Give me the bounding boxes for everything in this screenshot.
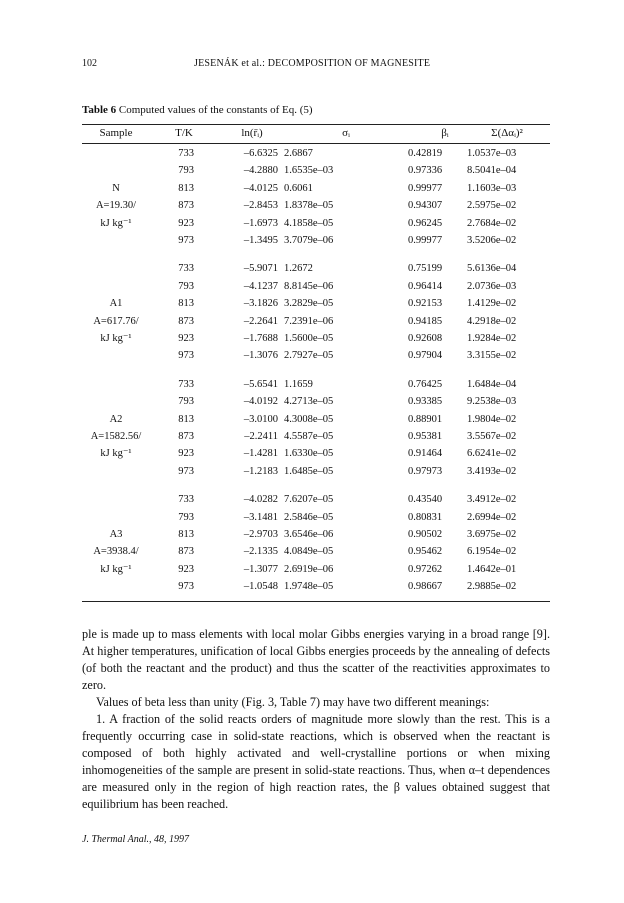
table-cell: 733 xyxy=(178,148,194,159)
table-cell: 0.99977 xyxy=(408,235,443,246)
table-cell: 8.5041e–04 xyxy=(467,165,517,177)
table-cell: 873 xyxy=(178,315,194,327)
table-cell: 1.4642e–01 xyxy=(467,563,517,575)
table-cell: –1.7688 xyxy=(243,333,278,344)
table-cell: 973 xyxy=(178,465,194,477)
table-cell: 0.97973 xyxy=(408,465,443,477)
table-label: Table 6 xyxy=(82,104,117,116)
table-cell: 1.9284e–02 xyxy=(467,333,517,344)
table-cell: 0.97336 xyxy=(408,165,443,177)
table-cell: 0.92153 xyxy=(408,298,443,310)
table-cell: 3.5206e–02 xyxy=(467,235,517,246)
table-cell: 8.8145e–06 xyxy=(284,280,334,292)
table-cell: 2.0736e–03 xyxy=(467,280,517,292)
table-cell: 1.9748e–05 xyxy=(284,581,334,593)
table-cell: 0.97262 xyxy=(408,563,443,575)
body-text xyxy=(82,626,550,813)
table-cell: 973 xyxy=(178,581,194,593)
table-cell: 0.95462 xyxy=(408,546,443,558)
table-cell: –2.2411 xyxy=(244,431,278,442)
table-cell: 1.9804e–02 xyxy=(467,413,517,425)
table-cell: 3.6546e–06 xyxy=(284,529,334,540)
table-header xyxy=(82,127,550,141)
column-header: Σ(Δαᵢ)² xyxy=(491,127,523,139)
sample-label: A=617.76/ xyxy=(93,315,139,327)
page-number: 102 xyxy=(82,58,97,69)
table-cell: 0.6061 xyxy=(284,182,313,194)
table-cell: 1.6484e–04 xyxy=(467,378,517,390)
sample-label: A2 xyxy=(109,413,123,425)
table-cell: 2.6867 xyxy=(284,148,313,159)
table-cell: –4.0282 xyxy=(243,494,278,506)
table-cell: 0.96245 xyxy=(408,217,443,229)
table-cell: 2.6994e–02 xyxy=(467,511,517,523)
table-cell: 3.6975e–02 xyxy=(467,529,517,540)
table-cell: 923 xyxy=(178,333,194,344)
table-cell: 813 xyxy=(178,182,194,194)
table-cell: 813 xyxy=(178,529,194,540)
table-cell: 1.8378e–05 xyxy=(284,200,334,212)
table-cell: 813 xyxy=(178,298,194,310)
table-cell: 733 xyxy=(178,494,194,506)
table-cell: 3.3155e–02 xyxy=(467,350,517,362)
journal-footer: J. Thermal Anal., 48, 1997 xyxy=(82,834,190,845)
table-cell: 0.99977 xyxy=(408,182,443,194)
table-cell: 0.92608 xyxy=(408,333,443,344)
table-cell: 0.91464 xyxy=(408,448,443,460)
column-header: βᵢ xyxy=(441,127,449,139)
sample-label: A=1582.56/ xyxy=(90,431,142,442)
table-cell: 3.7079e–06 xyxy=(284,235,334,246)
table-cell: 0.88901 xyxy=(408,413,443,425)
table-cell: 0.93385 xyxy=(408,396,443,408)
table-cell: 7.2391e–06 xyxy=(284,315,334,327)
table-cell: 6.6241e–02 xyxy=(467,448,517,460)
table-cell: 1.1659 xyxy=(284,378,313,390)
table-cell: –4.0192 xyxy=(243,396,278,408)
table-cell: 1.6485e–05 xyxy=(284,465,334,477)
table-cell: 0.90502 xyxy=(408,529,443,540)
running-title: JESENÁK et al.: DECOMPOSITION OF MAGNESITE xyxy=(194,58,431,69)
table-cell: 0.75199 xyxy=(408,263,443,275)
table-cell: 733 xyxy=(178,263,194,275)
table-cell: –3.1481 xyxy=(243,511,278,523)
table-cell: 0.98667 xyxy=(408,581,443,593)
table-cell: –5.9071 xyxy=(243,263,278,275)
table-cell: 923 xyxy=(178,563,194,575)
table-cell: 973 xyxy=(178,235,194,246)
table-cell: 793 xyxy=(178,165,194,177)
table-cell: 2.7684e–02 xyxy=(467,217,517,229)
table-cell: 4.3008e–05 xyxy=(284,413,334,425)
table-cell: 1.1603e–03 xyxy=(467,182,517,194)
table-cell: 0.80831 xyxy=(408,511,443,523)
table-top-rule xyxy=(82,124,550,125)
table-cell: –5.6541 xyxy=(243,378,278,390)
table-cell: –2.2641 xyxy=(243,315,278,327)
table-cell: –1.0548 xyxy=(243,581,278,593)
table-cell: 1.4129e–02 xyxy=(467,298,517,310)
table-cell: 1.0537e–03 xyxy=(467,148,517,159)
table-cell: 793 xyxy=(178,280,194,292)
table-cell: 733 xyxy=(178,378,194,390)
table-cell: –1.6973 xyxy=(243,217,278,229)
table-cell: 923 xyxy=(178,217,194,229)
table-cell: 3.2829e–05 xyxy=(284,298,334,310)
table-cell: –4.1237 xyxy=(243,280,278,292)
table-cell: 2.9885e–02 xyxy=(467,581,517,593)
table-cell: 0.95381 xyxy=(408,431,443,442)
table-cell: 873 xyxy=(178,200,194,212)
table-cell: –1.4281 xyxy=(243,448,278,460)
table-cell: –1.2183 xyxy=(243,465,278,477)
table-cell: –1.3076 xyxy=(243,350,278,362)
table-cell: 0.94185 xyxy=(408,315,443,327)
table-cell: 923 xyxy=(178,448,194,460)
table-cell: 0.76425 xyxy=(408,378,443,390)
column-header: σᵢ xyxy=(342,127,350,139)
table-cell: 4.2918e–02 xyxy=(467,315,517,327)
table-cell: 0.43540 xyxy=(408,494,443,506)
table-cell: 4.0849e–05 xyxy=(284,546,334,558)
table-cell: 2.6919e–06 xyxy=(284,563,334,575)
table-cell: 5.6136e–04 xyxy=(467,263,517,275)
table-cell: 3.4912e–02 xyxy=(467,494,517,506)
table-cell: 3.4193e–02 xyxy=(467,465,517,477)
table-cell: –1.3495 xyxy=(243,235,278,246)
table-cell: 3.5567e–02 xyxy=(467,431,517,442)
table-cell: 0.97904 xyxy=(408,350,443,362)
sample-label: kJ kg⁻¹ xyxy=(100,563,132,575)
table-cell: 873 xyxy=(178,431,194,442)
table-cell: 793 xyxy=(178,396,194,408)
table-cell: 0.94307 xyxy=(408,200,443,212)
table-cell: –2.8453 xyxy=(243,200,278,212)
column-header: T/K xyxy=(175,127,193,139)
table-cell: –2.1335 xyxy=(243,546,278,558)
table-cell: 1.5600e–05 xyxy=(284,333,334,344)
table-cell: 2.5846e–05 xyxy=(284,511,334,523)
table-cell: 1.2672 xyxy=(284,263,313,275)
page-header xyxy=(82,58,550,72)
sample-label: kJ kg⁻¹ xyxy=(100,217,132,229)
sample-label: N xyxy=(112,182,120,194)
column-header: ln(r̄ᵢ) xyxy=(241,127,263,139)
sample-label: A3 xyxy=(109,529,123,540)
table-cell: 2.5975e–02 xyxy=(467,200,517,212)
paragraph: ple is made up to mass elements with local molar Gibbs energies varying in a broad range [9]. At higher temperatures, unification of local Gibbs energies proceeds by the annealing of defects (of both the reactant and the product) and thus the scatter of the reactivities approximates to zero. xyxy=(82,627,550,692)
table-cell: –3.0100 xyxy=(243,413,278,425)
table-caption-text: Computed values of the constants of Eq. (5) xyxy=(118,104,313,116)
sample-label: kJ kg⁻¹ xyxy=(100,333,132,344)
table-cell: –1.3077 xyxy=(243,563,278,575)
sample-label: A=3938.4/ xyxy=(93,546,139,558)
sample-label: kJ kg⁻¹ xyxy=(100,448,132,460)
table-cell: 0.42819 xyxy=(408,148,443,159)
table-bottom-rule xyxy=(82,601,550,602)
table-cell: 873 xyxy=(178,546,194,558)
table-cell: 813 xyxy=(178,413,194,425)
table-caption xyxy=(82,104,313,116)
table-cell: 1.6535e–03 xyxy=(284,165,334,177)
table-cell: 4.1858e–05 xyxy=(284,217,334,229)
table-cell: 1.6330e–05 xyxy=(284,448,334,460)
table-cell: –4.2880 xyxy=(243,165,278,177)
table-cell: –3.1826 xyxy=(243,298,278,310)
table-cell: 6.1954e–02 xyxy=(467,546,517,558)
table-cell: 9.2538e–03 xyxy=(467,396,517,408)
paragraph: 1. A fraction of the solid reacts orders of magnitude more slowly than the rest. This is a frequently occurring case in solid-state reactions, which is observed when the reactant is composed of both highly activated and well-crystalline portions or when mixing inhomogeneities of the sample are present in solid-state reactions. Thus, when α–t dependences are measured only in the region of high reaction rates, the β values obtained suggest that equilibrium has been reached. xyxy=(82,712,550,811)
table-cell: 793 xyxy=(178,511,194,523)
table-cell: –6.6325 xyxy=(243,148,278,159)
table-cell: 0.96414 xyxy=(408,280,443,292)
table-cell: –4.0125 xyxy=(243,182,278,194)
sample-label: A=19.30/ xyxy=(95,200,137,212)
table-cell: 2.7927e–05 xyxy=(284,350,334,362)
table-header-rule xyxy=(82,143,550,144)
paragraph: Values of beta less than unity (Fig. 3, Table 7) may have two different meanings: xyxy=(96,695,490,709)
column-header: Sample xyxy=(99,127,133,139)
table-cell: 973 xyxy=(178,350,194,362)
table-cell: –2.9703 xyxy=(243,529,278,540)
table-cell: 7.6207e–05 xyxy=(284,494,334,506)
sample-label: A1 xyxy=(109,298,123,310)
table-cell: 4.5587e–05 xyxy=(284,431,334,442)
table-cell: 4.2713e–05 xyxy=(284,396,334,408)
